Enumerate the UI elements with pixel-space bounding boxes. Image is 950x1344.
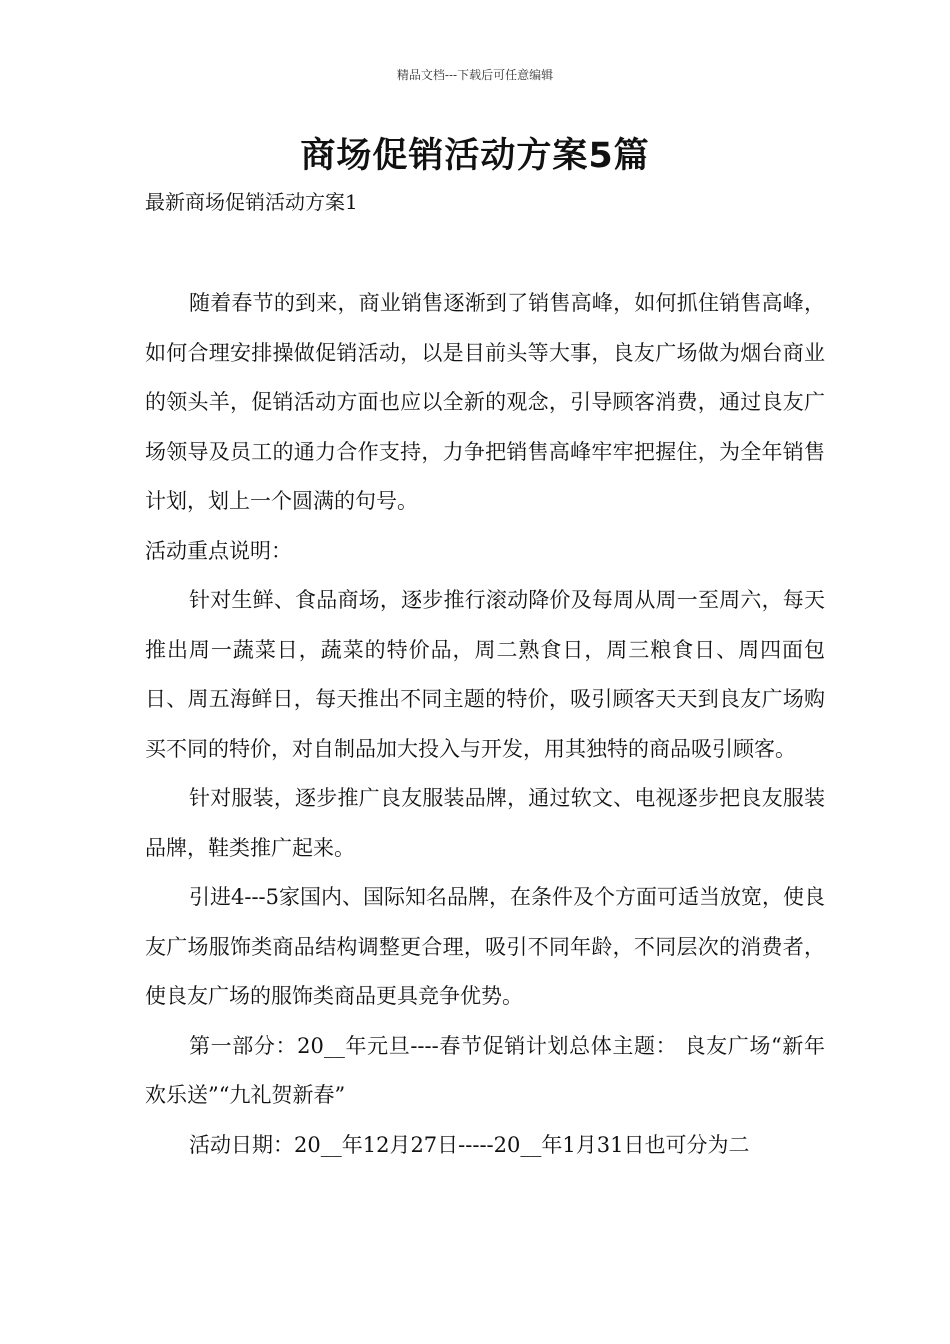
paragraph-intro: 随着春节的到来，商业销售逐渐到了销售高峰，如何抓住销售高峰，如何合理安排操做促销活动，以是目前头等大事，良友广场做为烟台商业的领头羊，促销活动方面也应以全新的观念，引导顾客消费，通过良友广场领导及员工的通力合作支持，力争把销售高峰牢牢把握住，为全年销售计划，划上一个圆满的句号。 — [145, 291, 825, 513]
paragraph-part-one: 第一部分：20__年元旦----春节促销计划总体主题： 良友广场“新年欢乐送”“九礼贺新春” — [145, 1033, 825, 1107]
document-title: 商场促销活动方案5篇 — [300, 136, 650, 176]
paragraph-activity-dates: 活动日期：20__年12月27日-----20__年1月31日也可分为二 — [189, 1132, 750, 1157]
document-body — [145, 279, 825, 1170]
paragraph-fresh-food: 针对生鲜、食品商场，逐步推行滚动降价及每周从周一至周六，每天推出周一蔬菜日，蔬菜的特价品，周二熟食日，周三粮食日、周四面包日、周五海鲜日，每天推出不同主题的特价，吸引顾客天天到良友广场购买不同的特价，对自制品加大投入与开发，用其独特的商品吸引顾客。 — [145, 588, 825, 761]
paragraph-brands: 引进4---5家国内、国际知名品牌，在条件及个方面可适当放宽，使良友广场服饰类商品结构调整更合理，吸引不同年龄，不同层次的消费者，使良友广场的服饰类商品更具竞争优势。 — [145, 885, 826, 1008]
page-header: 精品文档---下载后可任意编辑 — [396, 68, 554, 82]
document-subtitle: 最新商场促销活动方案1 — [145, 190, 358, 214]
paragraph-section-heading: 活动重点说明： — [145, 538, 292, 563]
paragraph-clothing: 针对服装，逐步推广良友服装品牌，通过软文、电视逐步把良友服装品牌，鞋类推广起来。 — [145, 786, 825, 860]
